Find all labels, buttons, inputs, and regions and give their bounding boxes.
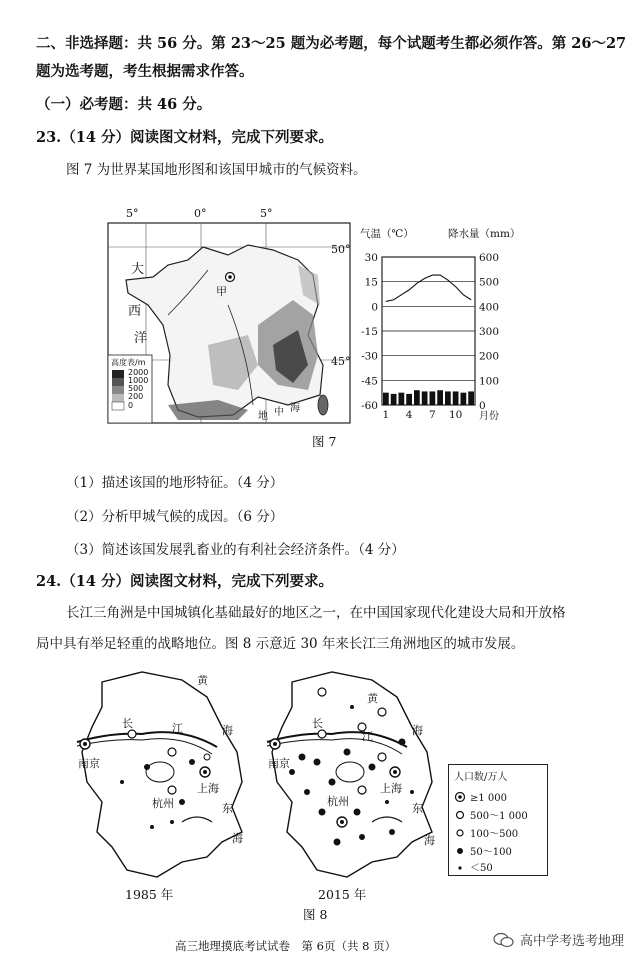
precip-bar <box>453 391 459 405</box>
watermark-text: 高中学考选考地理 <box>519 934 624 949</box>
ocean-char-2: 西 <box>128 304 142 319</box>
label-hai-2015: 海 <box>412 724 423 737</box>
fig7-terrain-map <box>108 205 353 427</box>
precip-bar <box>430 391 436 405</box>
lon-label-3: 5° <box>260 207 273 220</box>
precip-bar <box>399 393 405 405</box>
label-chang-1985: 长 <box>122 717 133 730</box>
precip-bar <box>461 393 467 405</box>
label-hangzhou-1985: 杭州 <box>152 797 174 810</box>
month-tick-label: 1 <box>382 409 390 421</box>
label-huang-1985: 黄 <box>197 674 208 687</box>
q24-header: 24.（14 分）阅读图文材料，完成下列要求。 <box>36 573 333 590</box>
city-label: 甲 <box>216 285 227 298</box>
label-chang-2015: 长 <box>312 717 323 730</box>
q23-sub2: （2）分析甲城气候的成因。（6 分） <box>66 509 284 525</box>
label-jiang-2015: 江 <box>362 730 373 743</box>
legend8-item-2: 500～1 000 <box>470 811 528 822</box>
precip-bar <box>468 391 474 405</box>
year-1985: 1985 年 <box>125 887 174 902</box>
temp-tick-label: -60 <box>361 400 378 412</box>
legend8-title: 人口数/万人 <box>454 772 508 783</box>
month-tick-label: 4 <box>405 409 413 421</box>
temp-tick-label: 15 <box>364 276 378 289</box>
q23-intro: 图 7 为世界某国地形图和该国甲城市的气候资料。 <box>66 162 367 178</box>
legend-v-1000: 1000 <box>128 376 149 385</box>
precip-bar <box>437 390 443 405</box>
fig8-map-1985 <box>72 672 262 882</box>
precip-tick-label: 200 <box>479 350 500 363</box>
lon-label-1: 5° <box>126 207 139 220</box>
fig7-caption: 图 7 <box>312 434 337 449</box>
wechat-icon <box>493 932 515 948</box>
precip-bar <box>422 391 428 405</box>
label-hangzhou-2015: 杭州 <box>327 795 349 808</box>
precip-bar <box>414 390 420 405</box>
temp-axis-title: 气温（℃） <box>360 228 414 240</box>
q23-header: 23.（14 分）阅读图文材料，完成下列要求。 <box>36 129 333 146</box>
precip-bar <box>391 394 397 405</box>
legend-v-2000: 2000 <box>128 368 149 377</box>
temp-tick-label: -15 <box>361 326 378 338</box>
month-tick-label: 7 <box>429 409 436 421</box>
sea-char-1: 地 <box>258 411 268 422</box>
q23-sub3: （3）简述该国发展乳畜业的有利社会经济条件。（4 分） <box>66 542 405 558</box>
legend-v-0: 0 <box>128 401 134 410</box>
precip-tick-label: 0 <box>479 400 486 412</box>
ocean-char-3: 洋 <box>134 331 148 346</box>
fig8-caption: 图 8 <box>303 907 328 922</box>
precip-tick-label: 400 <box>479 301 500 314</box>
precip-bar <box>406 394 412 405</box>
precip-bar <box>383 393 389 405</box>
label-dong-2015: 东 <box>412 802 423 815</box>
required-heading: （一）必考题：共 46 分。 <box>36 96 212 113</box>
legend8-item-4: 50～100 <box>470 847 512 858</box>
watermark <box>493 930 624 949</box>
legend8-item-5: ＜50 <box>470 863 493 874</box>
temp-tick-label: -30 <box>361 350 378 363</box>
label-huang-2015: 黄 <box>367 692 378 705</box>
legend8-item-1: ≥1 000 <box>470 793 508 804</box>
section-line-1: 二、非选择题：共 56 分。第 23～25 题为必考题，每个试题考生都必须作答。第 26～27 <box>36 35 627 52</box>
label-hai2-1985: 海 <box>232 832 243 845</box>
legend-v-500: 500 <box>128 384 144 393</box>
temp-tick-label: 0 <box>371 301 378 314</box>
month-axis-label: 月份 <box>479 411 499 422</box>
precip-tick-label: 600 <box>479 252 500 264</box>
q24-para-1: 长江三角洲是中国城镇化基础最好的地区之一，在中国国家现代化建设大局和开放格 <box>66 605 566 621</box>
ocean-char-1: 大 <box>131 262 145 277</box>
precip-axis-title: 降水量（mm） <box>448 228 521 240</box>
legend-title: 高度表/m <box>111 358 146 367</box>
legend8-item-3: 100～500 <box>470 829 519 840</box>
precip-tick-label: 500 <box>479 276 500 289</box>
q23-sub1: （1）描述该国的地形特征。（4 分） <box>66 475 284 491</box>
lat-label-50: 50° <box>331 243 351 256</box>
temp-tick-label: 30 <box>364 252 378 264</box>
page-footer: 高三地理摸底考试试卷 第 6页（共 8 页） <box>175 939 397 953</box>
year-2015: 2015 年 <box>318 887 367 902</box>
precip-tick-label: 300 <box>479 326 500 338</box>
lon-label-2: 0° <box>194 207 207 220</box>
label-nanjing-1985: 南京 <box>78 757 100 770</box>
section-line-2: 题为选考题，考生根据需求作答。 <box>36 63 254 80</box>
month-tick-label: 10 <box>448 409 463 421</box>
q24-para-2: 局中具有举足轻重的战略地位。图 8 示意近 30 年来长江三角洲地区的城市发展。 <box>36 636 525 652</box>
label-dong-1985: 东 <box>222 802 233 815</box>
label-hai-1985: 海 <box>222 724 233 737</box>
precip-tick-label: 100 <box>479 375 500 388</box>
legend-v-200: 200 <box>128 392 144 401</box>
label-shanghai-1985: 上海 <box>197 782 219 795</box>
sea-char-3: 海 <box>290 403 300 414</box>
temp-tick-label: -45 <box>361 375 378 388</box>
lat-label-45: 45° <box>331 355 351 368</box>
sea-char-2: 中 <box>274 407 284 418</box>
climate-chart <box>360 225 535 430</box>
label-jiang-1985: 江 <box>172 722 183 735</box>
fig8-legend <box>448 764 548 876</box>
label-nanjing-2015: 南京 <box>268 757 290 770</box>
precip-bar <box>445 391 451 405</box>
label-shanghai-2015: 上海 <box>380 782 402 795</box>
label-hai2-2015: 海 <box>424 834 435 847</box>
fig8-map-2015 <box>262 672 452 882</box>
